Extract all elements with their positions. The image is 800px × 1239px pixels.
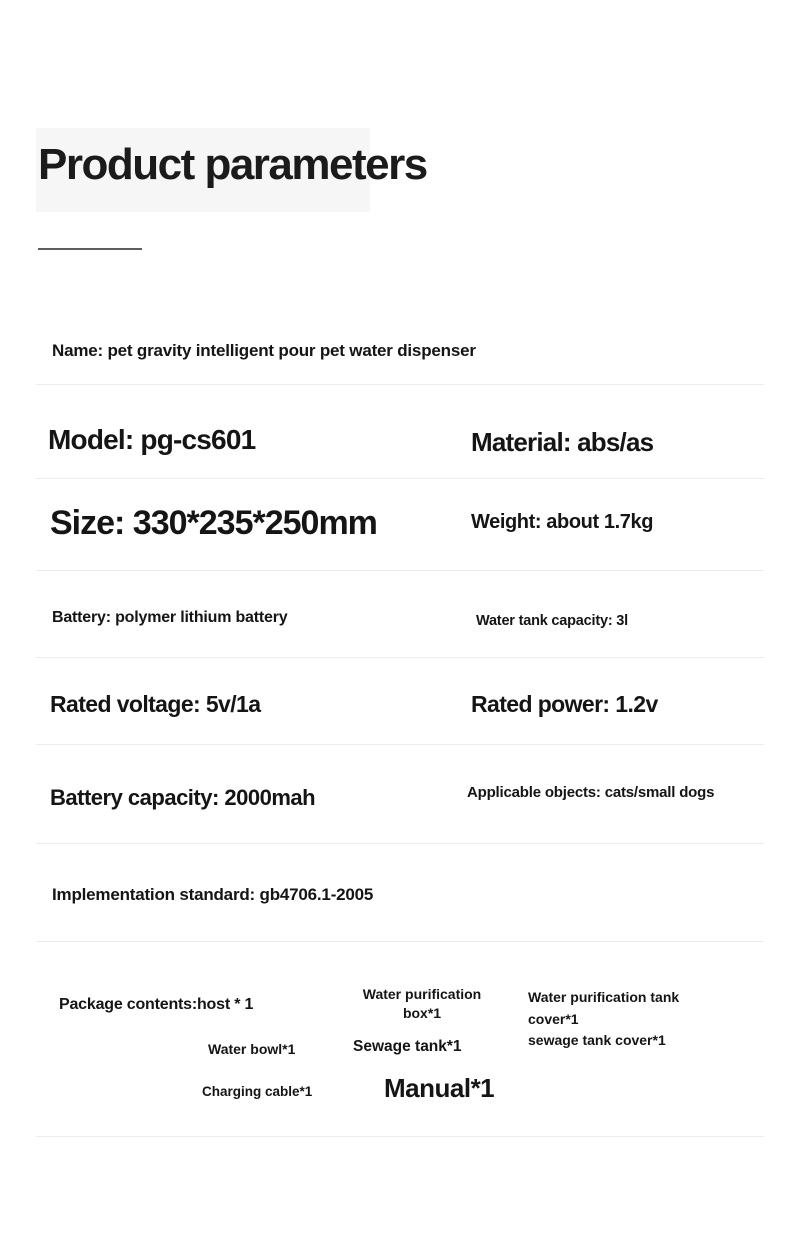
divider xyxy=(36,657,764,658)
divider xyxy=(36,478,764,479)
title-underline-dash xyxy=(38,248,142,250)
spec-implementation-standard: Implementation standard: gb4706.1-2005 xyxy=(52,885,374,904)
divider xyxy=(36,570,764,571)
spec-weight: Weight: about 1.7kg xyxy=(471,511,654,533)
divider xyxy=(36,1136,764,1137)
spec-rated-voltage: Rated voltage: 5v/1a xyxy=(50,691,261,717)
divider xyxy=(36,384,764,385)
spec-battery: Battery: polymer lithium battery xyxy=(52,609,288,626)
package-sewage-tank-cover: sewage tank cover*1 xyxy=(528,1032,666,1049)
package-water-purification-box-line1: Water purification xyxy=(362,986,482,1002)
spec-size: Size: 330*235*250mm xyxy=(50,504,377,542)
spec-rated-power: Rated power: 1.2v xyxy=(471,691,658,717)
package-manual: Manual*1 xyxy=(384,1073,495,1103)
package-tank-cover-line1: Water purification tank xyxy=(528,989,680,1005)
divider xyxy=(36,941,764,942)
package-charging-cable: Charging cable*1 xyxy=(202,1084,313,1099)
package-sewage-tank: Sewage tank*1 xyxy=(353,1038,462,1055)
package-contents-host: Package contents:host * 1 xyxy=(59,996,254,1013)
divider xyxy=(36,843,764,844)
package-tank-cover-line2: cover*1 xyxy=(528,1010,579,1027)
package-water-purification-box-line2: box*1 xyxy=(402,1004,442,1021)
spec-model: Model: pg-cs601 xyxy=(48,424,256,455)
spec-product-name: Name: pet gravity intelligent pour pet water dispenser xyxy=(52,341,476,360)
spec-material: Material: abs/as xyxy=(471,427,654,457)
spec-water-tank-capacity: Water tank capacity: 3l xyxy=(476,613,629,629)
spec-battery-capacity: Battery capacity: 2000mah xyxy=(50,785,316,810)
package-water-purification-tank-cover xyxy=(528,987,718,1052)
divider xyxy=(36,744,764,745)
package-water-purification-box xyxy=(352,985,492,1023)
spec-applicable-objects: Applicable objects: cats/small dogs xyxy=(467,784,715,801)
package-water-bowl: Water bowl*1 xyxy=(208,1041,296,1057)
page-title: Product parameters xyxy=(38,140,427,189)
